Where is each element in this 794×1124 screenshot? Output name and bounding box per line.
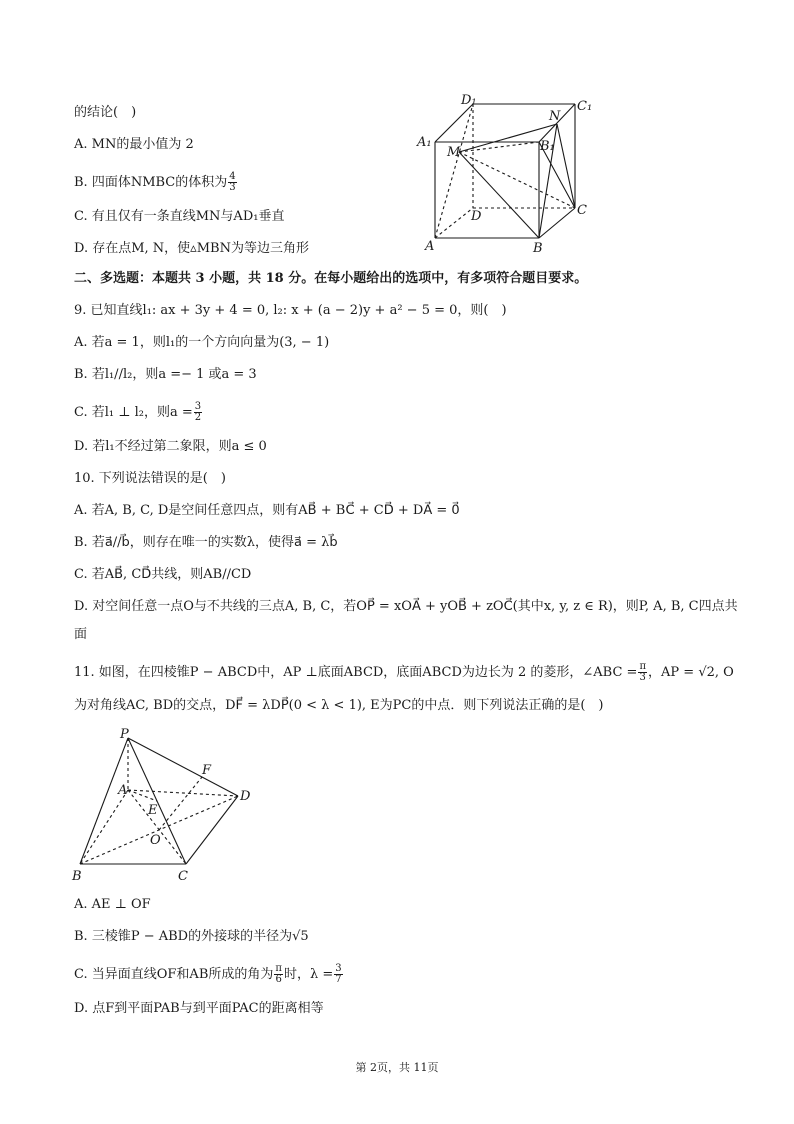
q10-option-d-line2: 面 bbox=[74, 627, 88, 642]
q8-option-a: A. MN的最小值为 2 bbox=[74, 137, 194, 152]
q11-stem-line2: 为对角线AC, BD的交点，DF⃗ = λDP⃗(0 < λ < 1), E为PC的中点．则下列说法正确的是( ) bbox=[74, 698, 604, 713]
q9-option-c-num: 3 bbox=[194, 401, 202, 412]
q11-option-c-fraction1 bbox=[274, 964, 283, 985]
q8-option-b bbox=[74, 172, 238, 193]
q11-option-c-num1: π bbox=[275, 963, 282, 974]
q11-angle-den: 3 bbox=[639, 672, 646, 683]
label-p: P bbox=[120, 727, 129, 742]
q11-option-c-num2: 3 bbox=[335, 963, 342, 974]
q9-stem: 9. 已知直线l₁: ax + 3y + 4 = 0, l₂: x + (a − 2)y + a² − 5 = 0，则( ) bbox=[74, 303, 507, 318]
label-a: A bbox=[118, 783, 128, 798]
cube-figure bbox=[415, 90, 595, 255]
pyramid-figure bbox=[70, 724, 260, 884]
q9-option-d: D. 若l₁不经过第二象限，则a ≤ 0 bbox=[74, 439, 267, 454]
q8-option-b-fraction bbox=[228, 172, 236, 193]
q10-option-a: A. 若A, B, C, D是空间任意四点，则有AB⃗ + BC⃗ + CD⃗ + DA⃗ = 0⃗ bbox=[74, 503, 460, 518]
label-d1: D₁ bbox=[461, 93, 477, 108]
q11-option-c-den1: 6 bbox=[275, 974, 282, 985]
q11-option-c-text: C. 当异面直线OF和AB所成的角为 bbox=[74, 967, 274, 982]
q10-stem: 10. 下列说法错误的是( ) bbox=[74, 471, 226, 486]
q8-stem-tail: 的结论( ) bbox=[74, 105, 137, 120]
page-footer: 第 2页，共 11页 bbox=[355, 1061, 439, 1074]
label-a: A bbox=[425, 239, 435, 254]
label-c: C bbox=[178, 869, 188, 884]
label-m: M bbox=[447, 145, 461, 160]
section-heading: 二、多选题：本题共 3 小题，共 18 分。在每小题给出的选项中，有多项符合题目要求。 bbox=[74, 271, 588, 286]
q10-option-b: B. 若a⃗//b⃗，则存在唯一的实数λ，使得a⃗ = λb⃗ bbox=[74, 535, 338, 550]
label-f: F bbox=[202, 763, 212, 778]
q8-option-b-den: 3 bbox=[229, 182, 236, 193]
label-n: N bbox=[549, 109, 561, 124]
q11-option-d: D. 点F到平面PAB与到平面PAC的距离相等 bbox=[74, 1001, 324, 1016]
q9-option-c-den: 2 bbox=[194, 412, 202, 423]
q11-option-c bbox=[74, 964, 344, 985]
q11-stem-text-post: ，AP = √2, O bbox=[648, 665, 734, 680]
q8-option-c: C. 有且仅有一条直线MN与AD₁垂直 bbox=[74, 209, 285, 224]
q10-option-c: C. 若AB⃗, CD⃗共线，则AB//CD bbox=[74, 567, 252, 582]
q11-stem-line1 bbox=[74, 662, 734, 683]
q11-angle-num: π bbox=[639, 661, 647, 672]
q11-option-c-den2: 7 bbox=[335, 974, 342, 985]
label-b1: B₁ bbox=[540, 139, 555, 154]
q8-option-d: D. 存在点M, N，使▵MBN为等边三角形 bbox=[74, 241, 309, 256]
label-c: C bbox=[577, 203, 587, 218]
q10-option-d-line1: D. 对空间任意一点O与不共线的三点A, B, C，若OP⃗ = xOA⃗ + yOB⃗ + zOC⃗(其中x, y, z ∈ R)，则P, A, B, C四点共 bbox=[74, 599, 738, 614]
label-o: O bbox=[150, 833, 161, 848]
q8-option-b-num: 4 bbox=[229, 171, 236, 182]
q8-option-b-text: B. 四面体NMBC的体积为 bbox=[74, 175, 228, 190]
q11-angle-fraction bbox=[638, 662, 647, 683]
label-e: E bbox=[148, 803, 158, 818]
q11-option-a: A. AE ⊥ OF bbox=[74, 897, 151, 912]
q9-option-b: B. 若l₁//l₂，则a =− 1 或a = 3 bbox=[74, 367, 257, 382]
q11-option-c-fraction2 bbox=[334, 964, 342, 985]
label-c1: C₁ bbox=[577, 99, 593, 114]
q11-option-b: B. 三棱锥P − ABD的外接球的半径为√5 bbox=[74, 929, 309, 944]
q9-option-c-fraction bbox=[194, 402, 202, 423]
label-b: B bbox=[533, 241, 543, 255]
label-d: D bbox=[240, 789, 251, 804]
q9-option-a: A. 若a = 1，则l₁的一个方向向量为(3, − 1) bbox=[74, 335, 330, 350]
label-d: D bbox=[471, 209, 482, 224]
label-a1: A₁ bbox=[417, 135, 432, 150]
q11-option-c-mid: 时，λ = bbox=[283, 967, 334, 982]
q9-option-c bbox=[74, 402, 203, 423]
q9-option-c-text: C. 若l₁ ⊥ l₂，则a = bbox=[74, 405, 193, 420]
label-b: B bbox=[72, 869, 82, 884]
q11-stem-text: 11. 如图，在四棱锥P − ABCD中，AP ⊥底面ABCD，底面ABCD为边长为 2 的菱形，∠ABC = bbox=[74, 665, 638, 680]
